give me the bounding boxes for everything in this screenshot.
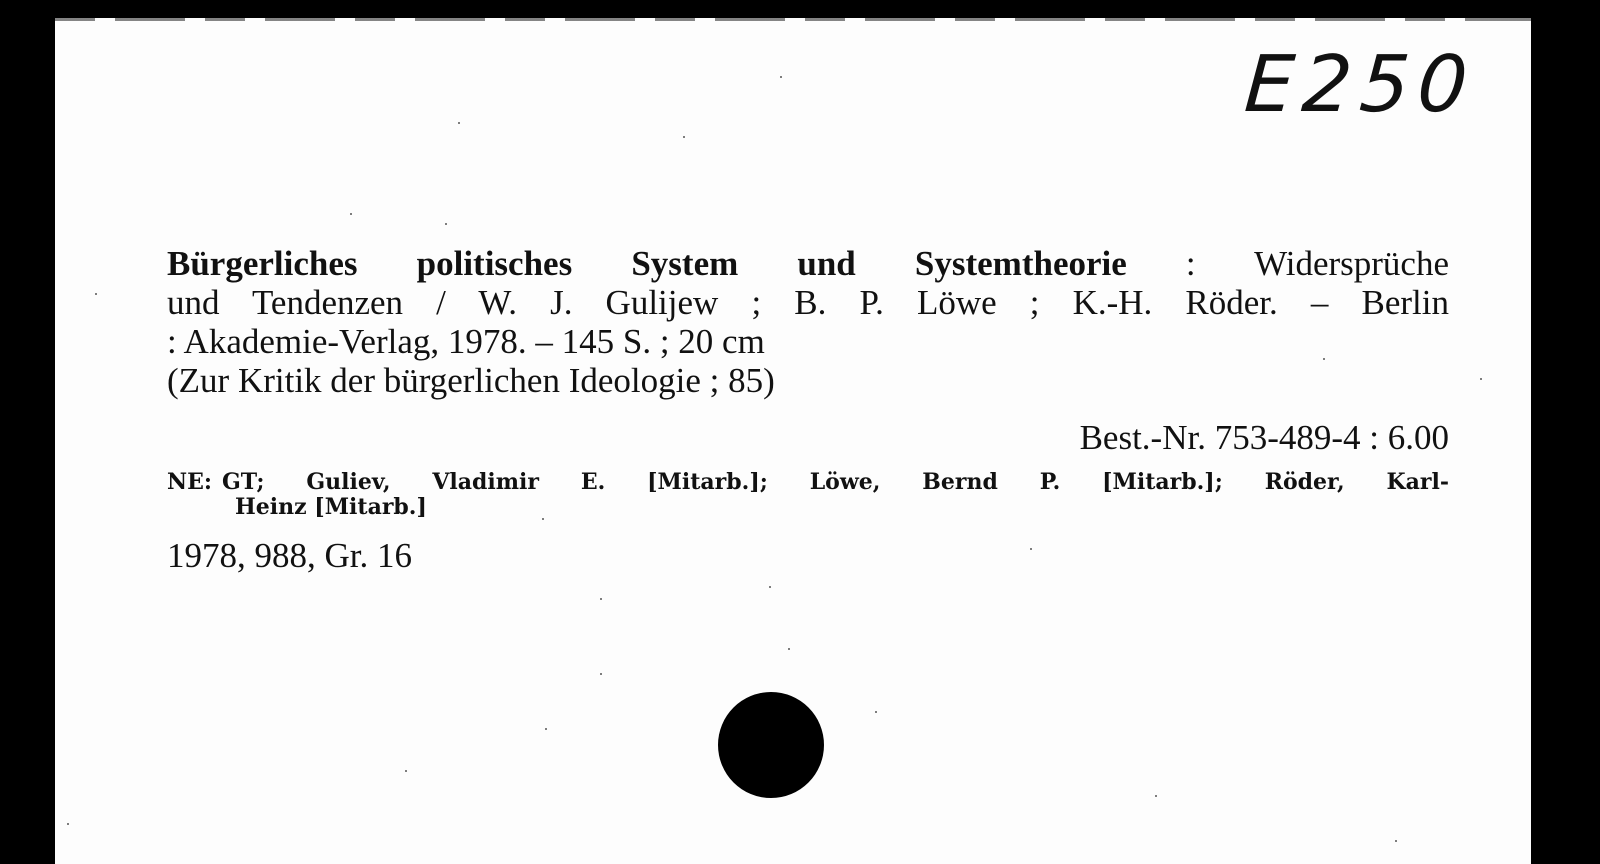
speck <box>405 770 407 772</box>
entry-title: Bürgerliches politisches System und Systemtheorie <box>167 244 1127 283</box>
speck <box>1480 378 1482 380</box>
speck <box>780 76 782 78</box>
speck <box>683 136 685 138</box>
entry-line-3: : Akademie-Verlag, 1978. – 145 S. ; 20 cm <box>167 322 765 361</box>
speck <box>542 518 544 520</box>
speck <box>875 711 877 713</box>
speck <box>350 213 352 215</box>
added-entries-line-1 <box>167 470 1449 495</box>
shelf-mark: E250 <box>1241 40 1479 130</box>
order-number: Best.-Nr. 753-489-4 : 6.00 <box>1079 418 1449 457</box>
entry-line-2: und Tendenzen / W. J. Gulijew ; B. P. Löwe ; K.-H. Röder. – Berlin <box>167 283 1449 322</box>
speck <box>1030 548 1032 550</box>
added-entries <box>167 470 1449 520</box>
punch-hole <box>718 692 824 798</box>
speck <box>1323 358 1325 360</box>
classification-number: 1978, 988, Gr. 16 <box>167 536 412 575</box>
speck <box>95 293 97 295</box>
series-statement: (Zur Kritik der bürgerlichen Ideologie ; 85) <box>167 361 775 400</box>
speck <box>1155 795 1157 797</box>
speck <box>600 673 602 675</box>
speck <box>545 728 547 730</box>
bibliographic-entry <box>167 244 1449 400</box>
speck <box>458 122 460 124</box>
speck <box>769 586 771 588</box>
speck <box>445 223 447 225</box>
speck <box>67 823 69 825</box>
added-entries-prefix: NE: <box>167 469 212 495</box>
catalog-card <box>55 18 1531 864</box>
added-entries-line-2: Heinz [Mitarb.] <box>235 494 427 520</box>
entry-line-1 <box>167 244 1449 283</box>
card-top-edge <box>55 18 1531 21</box>
speck <box>600 598 602 600</box>
speck <box>1395 840 1397 842</box>
added-entries-text: GT; Guliev, Vladimir E. [Mitarb.]; Löwe, Bernd P. [Mitarb.]; Röder, Karl- <box>222 469 1449 495</box>
entry-subtitle: : Widersprüche <box>1126 244 1450 283</box>
speck <box>788 648 790 650</box>
